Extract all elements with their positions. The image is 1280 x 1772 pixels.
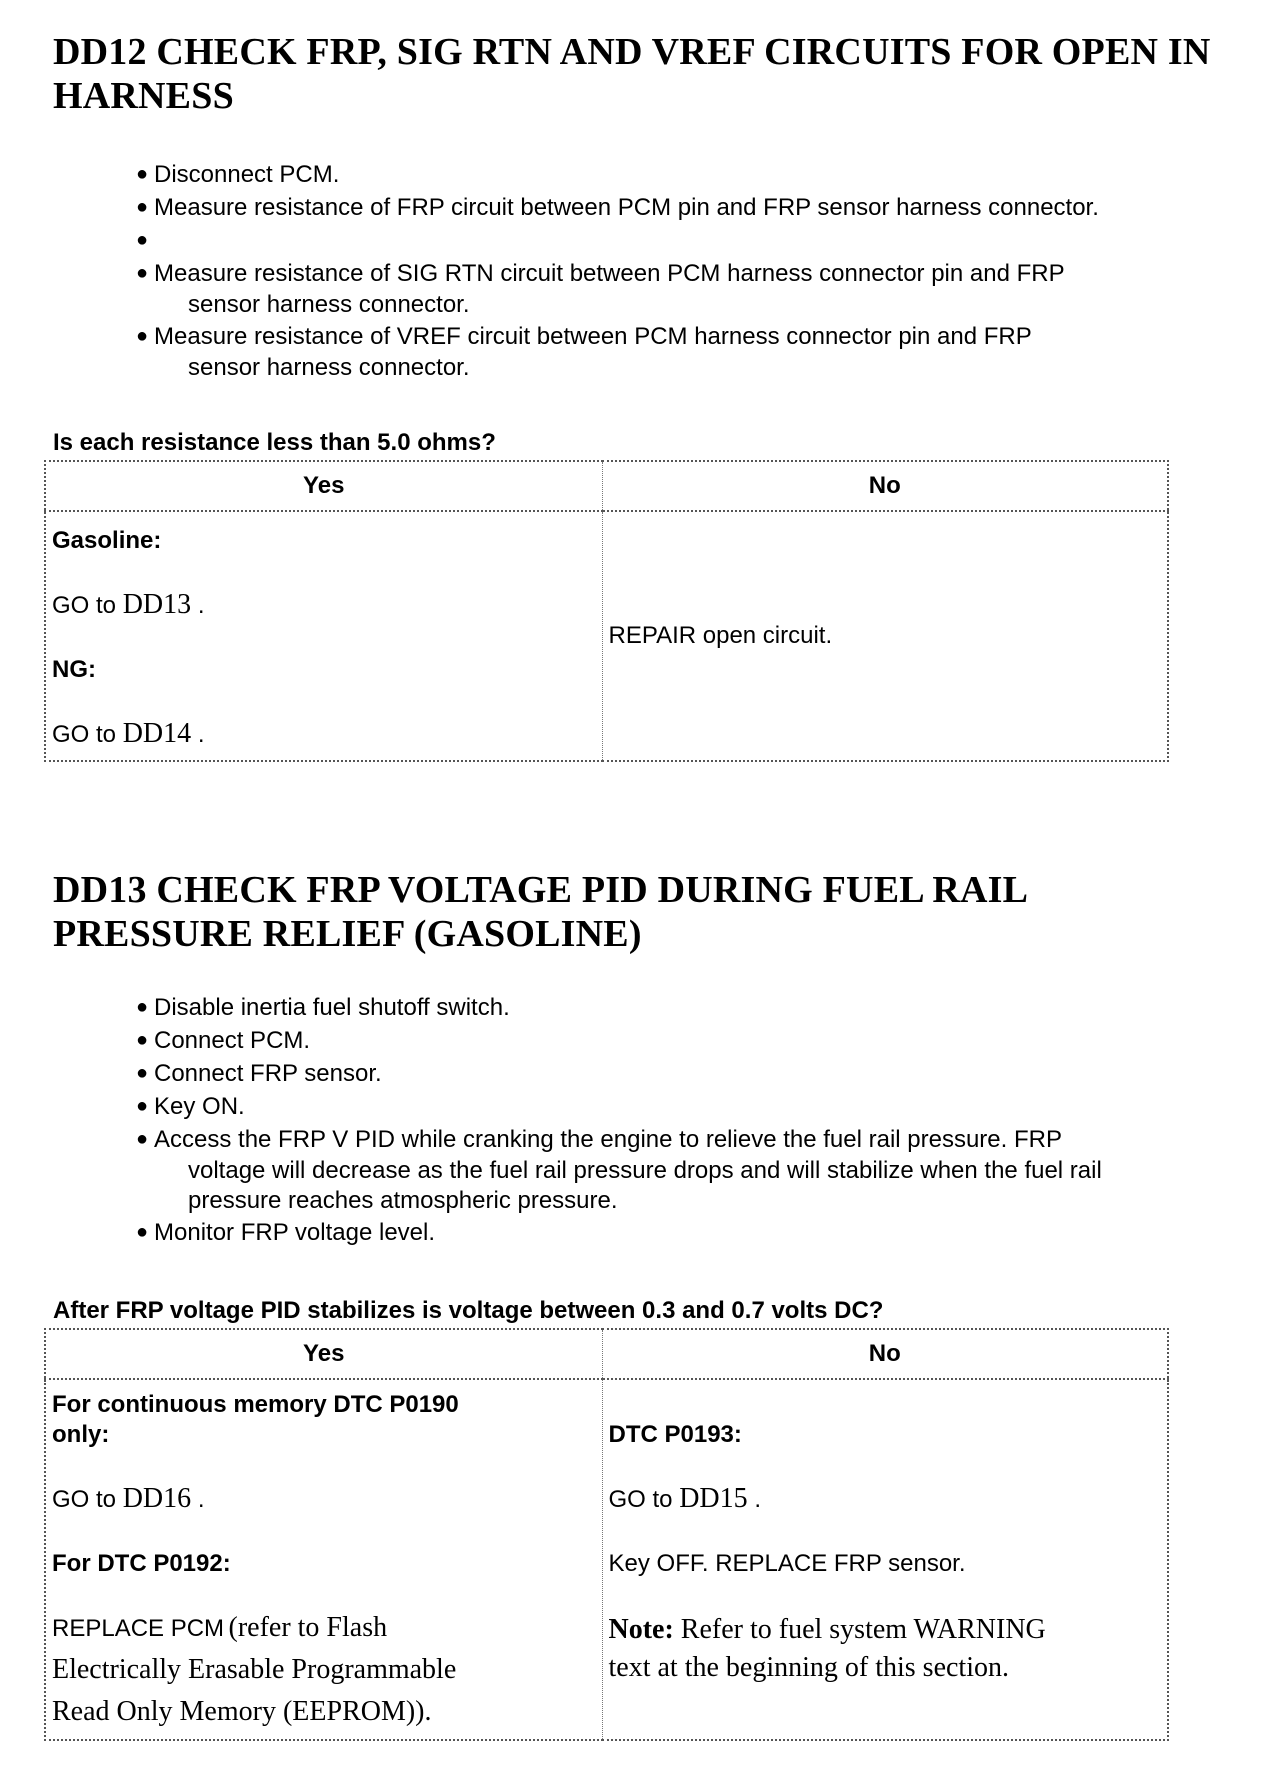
bullet-icon: ● [136,996,149,1018]
bullet-icon: ● [136,1095,149,1117]
dd12-yes-cell [45,511,602,761]
dd16-link[interactable]: DD16 [122,1483,192,1514]
dd13-link[interactable]: DD13 [122,589,192,620]
dd12-heading-line1: DD12 CHECK FRP, SIG RTN AND VREF CIRCUITS FOR OPEN IN [53,31,1211,73]
yes-column-header: Yes [45,1329,602,1379]
list-item: ● Measure resistance of SIG RTN circuit between PCM harness connector pin and FRP sensor harness connector. [136,257,1266,320]
goto-dd14: GO to DD14 . [52,718,205,749]
dd13-yes-cell [45,1379,602,1740]
bullet-icon: ● [136,1128,149,1150]
list-item: ● Disconnect PCM. [136,158,1266,191]
dd12-step-list [136,158,1266,383]
dd13-no-cell [602,1379,1168,1740]
table-row [45,1379,1168,1740]
list-item [136,224,1266,257]
list-item: ● Key ON. [136,1090,1266,1123]
fuel-warning-note: Note: Refer to fuel system WARNING text at the beginning of this section. [608,1614,1046,1683]
dd13-step-list [136,991,1266,1249]
table-header-row [45,1329,1168,1379]
goto-dd16: GO to DD16 . [52,1483,205,1514]
dd13-question: After FRP voltage PID stabilizes is voltage between 0.3 and 0.7 volts DC? [53,1297,884,1324]
table-row [45,511,1168,761]
bullet-icon: ● [136,196,149,218]
dd12-question: Is each resistance less than 5.0 ohms? [53,429,496,456]
dd13-result-table [44,1328,1169,1741]
list-item: ● Monitor FRP voltage level. [136,1216,1266,1249]
goto-dd15: GO to DD15 . [608,1483,761,1514]
list-item: ● Disable inertia fuel shutoff switch. [136,991,1266,1024]
dd12-no-cell [602,511,1168,761]
note-label: Note: [608,1614,674,1645]
dtc-p0192-label: For DTC P0192: [52,1550,231,1577]
dtc-p0193-label: DTC P0193: [608,1421,742,1448]
dd12-result-table [44,460,1169,762]
bullet-icon: ● [136,229,149,251]
bullet-icon: ● [136,163,149,185]
ng-label: NG: [52,656,96,683]
list-item: ● Connect FRP sensor. [136,1057,1266,1090]
dd14-link[interactable]: DD14 [122,718,192,749]
replace-pcm-instruction: REPLACE PCM (refer to Flash Electrically Erasable Programmable Read Only Memory (EEPROM)). [52,1612,457,1727]
repair-open-circuit: REPAIR open circuit. [608,622,833,649]
dd13-heading-line1: DD13 CHECK FRP VOLTAGE PID DURING FUEL RAIL [53,869,1029,911]
list-item: ● Access the FRP V PID while cranking the engine to relieve the fuel rail pressure. FRP voltage will decrease as the fuel rail pressure drops and will stabilize when the fuel rail pressure reaches atmospheric pressure. [136,1123,1266,1216]
no-column-header: No [602,1329,1168,1379]
list-item: ● Measure resistance of FRP circuit between PCM pin and FRP sensor harness connector. [136,191,1266,224]
continuous-memory-label: For continuous memory DTC P0190 only: [52,1391,459,1448]
dd13-heading [53,868,1253,956]
bullet-icon: ● [136,1029,149,1051]
dd12-heading [53,30,1253,118]
bullet-icon: ● [136,1062,149,1084]
dd13-heading-line2: PRESSURE RELIEF (GASOLINE) [53,913,642,955]
gasoline-label: Gasoline: [52,527,162,554]
yes-column-header: Yes [45,461,602,511]
bullet-icon: ● [136,325,149,347]
list-item: ● Measure resistance of VREF circuit between PCM harness connector pin and FRP sensor harness connector. [136,320,1266,383]
replace-frp-sensor: Key OFF. REPLACE FRP sensor. [608,1550,966,1577]
table-header-row [45,461,1168,511]
list-item: ● Connect PCM. [136,1024,1266,1057]
dd15-link[interactable]: DD15 [679,1483,748,1514]
no-column-header: No [602,461,1168,511]
dd12-heading-line2: HARNESS [53,75,234,117]
goto-dd13: GO to DD13 . [52,589,205,620]
bullet-icon: ● [136,1221,149,1243]
bullet-icon: ● [136,262,149,284]
